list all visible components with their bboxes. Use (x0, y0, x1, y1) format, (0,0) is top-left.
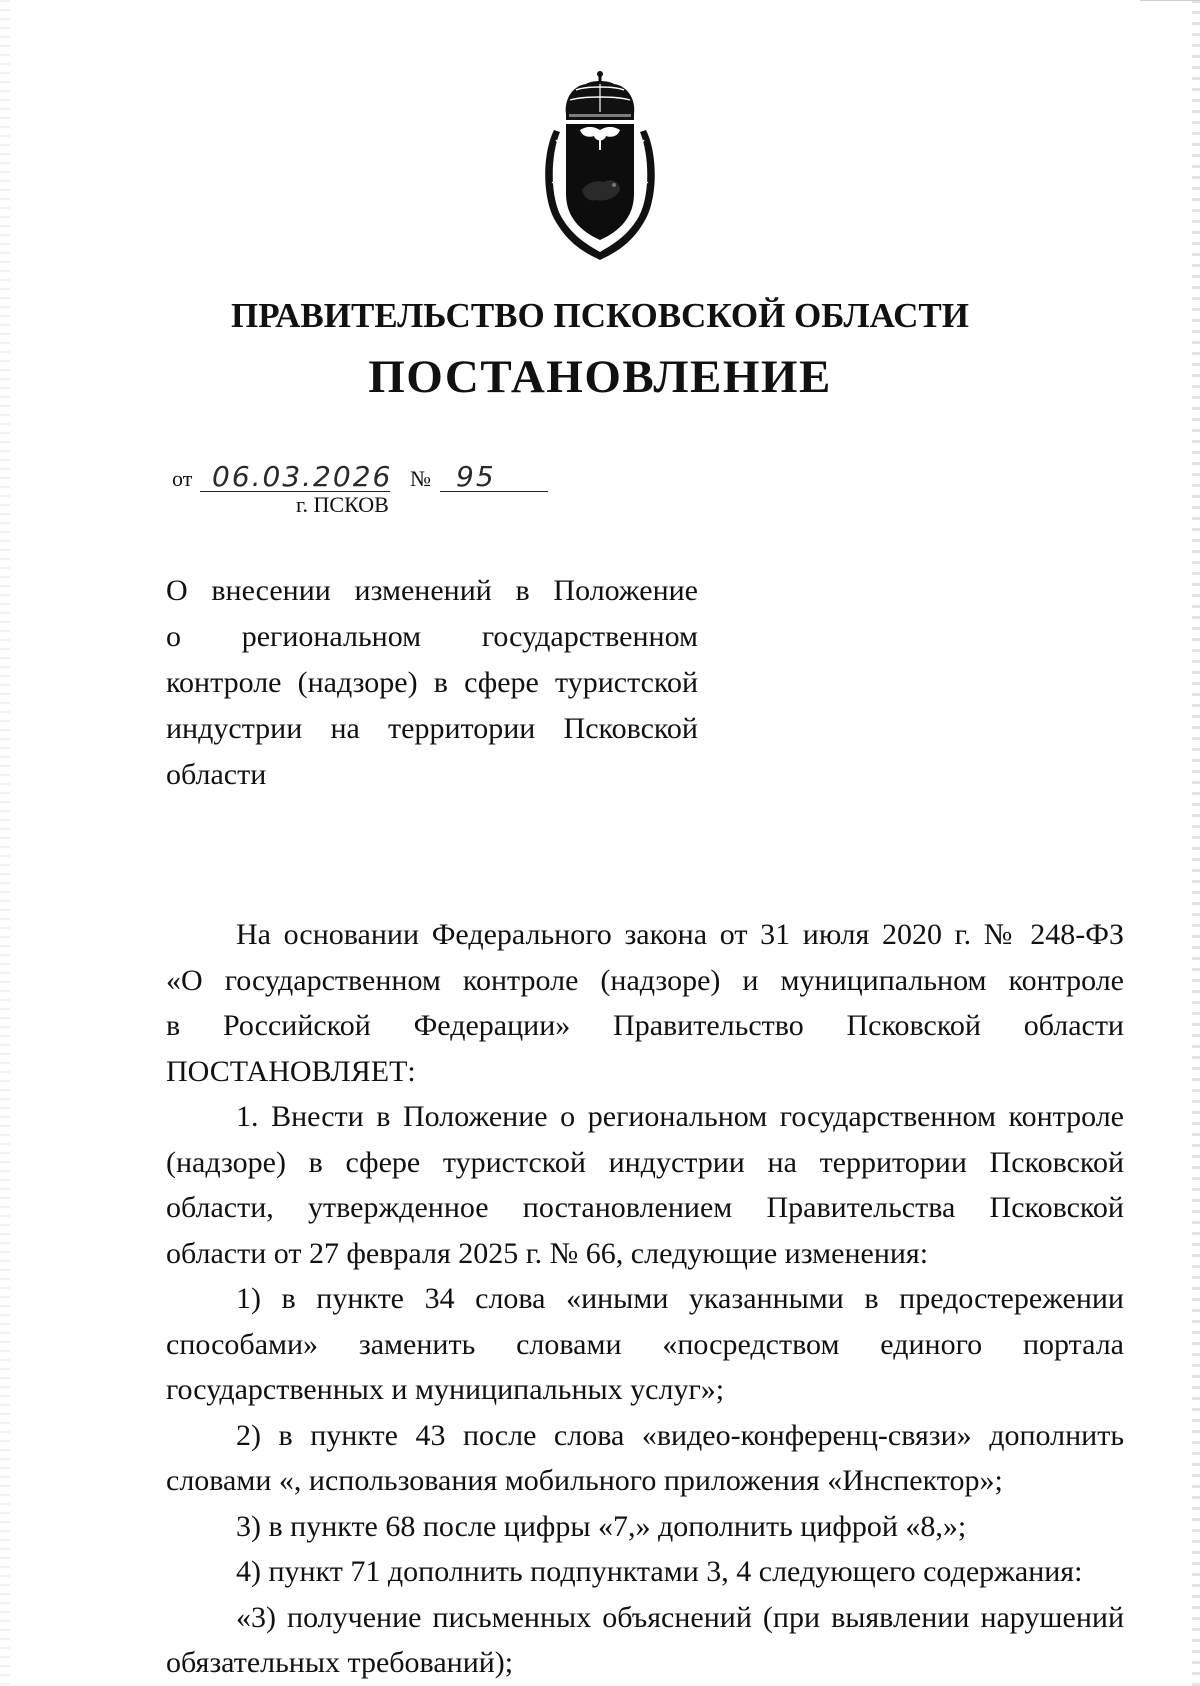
subject-line: о региональном государственном (166, 620, 698, 653)
scan-edge-corner (1140, 0, 1200, 5)
quoted-subitem-3-paragraph (166, 1595, 1124, 1686)
city-label: г. ПСКОВ (296, 492, 389, 517)
item-1-paragraph (166, 1094, 1124, 1276)
body-line: 1. Внести в Положение о региональном государственном контроле (236, 1100, 1124, 1133)
body-line: в Российской Федерации» Правительство Псковской области (166, 1009, 1124, 1042)
date-handwritten: 06.03.2026 (212, 460, 393, 493)
body-line: На основании Федерального закона от 31 июля 2020 г. № 248-ФЗ (236, 918, 1124, 951)
body-line: способами» заменить словами «посредством единого портала (166, 1327, 1124, 1361)
preamble-paragraph (166, 912, 1124, 1094)
organization-title: ПРАВИТЕЛЬСТВО ПСКОВСКОЙ ОБЛАСТИ (231, 296, 969, 335)
body-line: обязательных требований); (166, 1646, 514, 1679)
body-line: государственных и муниципальных услуг»; (166, 1373, 725, 1406)
body-line: 2) в пункте 43 после слова «видео-конференц-связи» дополнить (236, 1418, 1124, 1452)
number-handwritten: 95 (456, 460, 496, 493)
body-line: «О государственном контроле (надзоре) и муниципальном контроле (166, 963, 1124, 997)
body-line: области от 27 февраля 2025 г. № 66, следующие изменения: (166, 1236, 929, 1270)
body-line: (надзоре) в сфере туристской индустрии на территории Псковской (166, 1145, 1124, 1179)
subject-line: индустрии на территории Псковской (166, 712, 698, 745)
body-line: 3) в пункте 68 после цифры «7,» дополнить цифрой «8,»; (236, 1509, 967, 1543)
body-line: ПОСТАНОВЛЯЕТ: (166, 1054, 416, 1088)
subitem-1-paragraph (166, 1276, 1124, 1413)
shield-icon (566, 124, 634, 240)
number-label: № (410, 466, 431, 491)
date-label: от (172, 466, 193, 491)
body-line: «3) получение письменных объяснений (при выявлении нарушений (236, 1600, 1124, 1634)
document-body (166, 912, 1124, 1686)
body-line: словами «, использования мобильного приложения «Инспектор»; (166, 1464, 1003, 1497)
subitem-3-paragraph (166, 1504, 1124, 1550)
scan-edge-left (0, 0, 10, 1686)
document-subject (166, 568, 698, 798)
subitem-4-paragraph (166, 1549, 1124, 1595)
scan-edge-right (1192, 0, 1200, 1686)
body-line: 4) пункт 71 дополнить подпунктами 3, 4 следующего содержания: (236, 1555, 1083, 1588)
subitem-2-paragraph (166, 1413, 1124, 1504)
crown-icon (566, 71, 635, 120)
subject-line: области (166, 758, 267, 791)
subject-line: контроле (надзоре) в сфере туристской (166, 666, 698, 699)
document-type-title: ПОСТАНОВЛЕНИЕ (368, 351, 832, 403)
body-line: области, утвержденное постановлением Правительства Псковской (166, 1191, 1124, 1224)
pskov-region-coat-of-arms-icon (536, 70, 664, 262)
subject-line: О внесении изменений в Положение (166, 574, 698, 607)
body-line: 1) в пункте 34 слова «иными указанными в предостережении (236, 1282, 1124, 1315)
